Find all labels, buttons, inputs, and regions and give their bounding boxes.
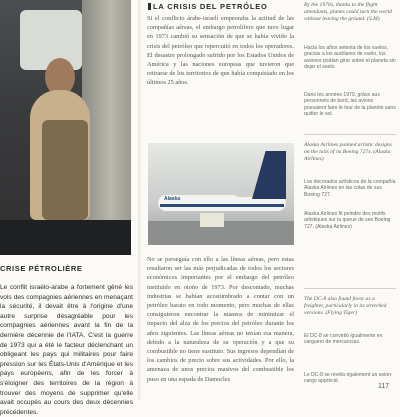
spanish-paragraph-1: Si el conflicto árabe-israelí empeoraba la actitud de las compañías aéreas, el embargo petrolífero que tuvo lugar en 1973 cambió su sensación de que se había vivido la crisis del petróleo que repercutió en todos los operadores. El desastre prolongado sufrido por los Estados Unidos de América y las naciones europeas que tuvieron que retirarse de los territorios de que había conquistado en los últimos 25 años. — [147, 15, 294, 87]
caption-divider — [304, 134, 396, 135]
caption-english-2: Alaska Airlines painted artistic designs on the tails of its Boeing 727s. (Alaska Airlines) — [304, 142, 392, 162]
photo-service-truck — [200, 213, 224, 227]
caption-divider — [304, 288, 396, 289]
photo-crew-vest — [42, 120, 88, 220]
caption-spanish-2: Los decorados artísticos de la compañía Alaska Airlines en las colas de sus Boeing 727. — [304, 179, 396, 198]
caption-english-1: By the 1970s, thanks to the flight attendants, planes could turn the world without leaving the ground. (S.M) — [304, 2, 392, 22]
flight-crew-photo — [0, 0, 131, 255]
photo-livery-logo: Alaska — [164, 196, 181, 202]
caption-spanish-1: Hacia los años setenta de los vuelos, gracias a los auxiliares de vuelo, los aviones podían girar sobre el planeta sin dejar el suelo. — [304, 45, 396, 71]
heading-bar-icon — [148, 3, 151, 10]
spanish-paragraph-2: No se perseguía con ello a las líneas aéreas, pero estas resultaron ser las más perjudicadas de todos los sectores económicos importantes por el embargo del petróleo instituido en otoño de 1973. Por descontado, muchas industrias se habían acostumbrado a contar con un petróleo barato en todo momento, pero muchas de ellas consiguieron encontrar la manera de minimizar el impacto del alza de los precios del petróleo durante los años siguientes. Las líneas aéreas no tenían esa manera, debido a la naturaleza de su operación y a que su combustible no tiene sustituto. Sus ingresos dependían de los cambios de precio sobre sus actividades. Por ello, la amenaza de unos precios masivos del combustible los puso en una espada de Damocles — [147, 256, 294, 383]
photo-ground — [0, 220, 131, 255]
alaska-airlines-plane-photo — [148, 143, 294, 245]
caption-french-1: Dans les années 1970, grâce aux personnels de bord, les avions pouvaient faire le tour de la planète sans quitter le sol. — [304, 92, 396, 118]
photo-tail — [252, 151, 286, 199]
caption-french-3: Le DC-8 se révéla également un avion-cargo apprécié. — [304, 372, 393, 385]
french-section-heading: CRISE PÉTROLIÈRE — [0, 264, 83, 273]
caption-english-3: The DC-8 also found favor as a freighter, particularly in its stretched versions. (Flying Tiger) — [304, 296, 387, 316]
caption-spanish-3: El DC-8 se convirtió igualmente en carguero de mercancías. — [304, 333, 383, 346]
french-paragraph: Le conflit israélo-arabe a fortement gêné les vols des compagnies aériennes en menaçant la sécurité, il devait être à l'origine d'une autre surprise désagréable pour les compagnies aériennes avant la fin de la dernière décennie de l'IATA. C'est la guerre de 1973 qui a été le facteur déclenchant un obligeant les pays qui militaires pour faire pression sur les États-Unis d'Amérique et les pays européens, afin de les forcer à s'éloigner des territoires de la région à trouver des moyens de supprimer qu'elle avait occupés au cours des deux décennies précédentes. — [0, 284, 133, 416]
photo-livery-stripe — [160, 204, 284, 207]
spanish-heading-text: LA CRISIS DEL PETRÓLEO — [153, 2, 268, 11]
page-number: 117 — [378, 383, 390, 390]
page-gutter — [138, 0, 141, 400]
caption-french-2: Alaska Airlines fit peindre des motifs artistiques sur la queue de ses Boeing 727. (Alaska Airlines) — [304, 211, 391, 230]
spanish-section-heading — [148, 2, 298, 11]
